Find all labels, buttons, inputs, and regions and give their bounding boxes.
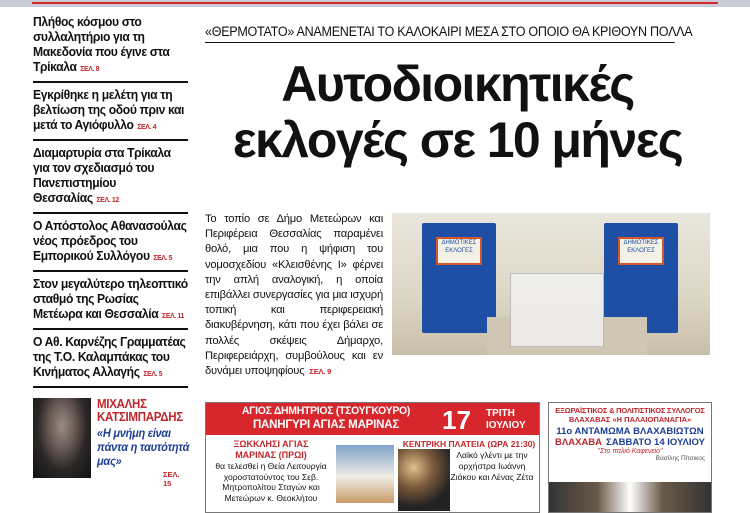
- article-lead: Το τοπίο σε Δήμο Μετεώρων και Περιφέρεια Θεσσαλίας παραμένει θολό, μια που η ψήφιση του νομοσχεδίου «Κλεισθένης Ι» φέρνει την απλή αναλογική, η οποία επιβάλλει συνεργασίες για μια ισχυρή τοπική και περιφερειακή διακυβέρνηση, κάτι που έχει βάλει σε πολλές σκέψεις Δήμαρχο, Περιφερειάρχη, συμβούλους και εν δυνάμει υποψηφίους ΣΕΛ. 9: [205, 213, 383, 378]
- kicker: «ΘΕΡΜΟΤΑΤΟ» ΑΝΑΜΕΝΕΤΑΙ ΤΟ ΚΑΛΟΚΑΙΡΙ ΜΕΣΑ ΣΤΟ ΟΠΟΙΟ ΘΑ ΚΡΙΘΟΥΝ ΠΟΛΛΑ: [205, 24, 675, 43]
- page-ref: ΣΕΛ. 5: [143, 369, 163, 378]
- page-ref: ΣΕΛ. 15: [163, 470, 180, 488]
- news-brief[interactable]: [33, 272, 188, 330]
- ad-date: ΒΛΑΧΑΒΑ ΣΑΒΒΑΤΟ 14 ΙΟΥΛΙΟΥ: [555, 437, 705, 448]
- person-name: ΜΙΧΑΛΗΣ ΚΑΤΣΙΜΠΑΡΔΗΣ: [97, 397, 183, 424]
- ad-performer: Βασίλης Πίτσικος: [655, 455, 705, 462]
- page-ref: ΣΕΛ. 5: [153, 253, 173, 262]
- musicians-image: [549, 482, 711, 512]
- page-ref: ΣΕΛ. 12: [96, 195, 119, 204]
- ballot-box: [510, 273, 604, 347]
- festival-ad[interactable]: [205, 402, 540, 513]
- page-ref: ΣΕΛ. 9: [309, 367, 332, 377]
- news-brief-text: Πλήθος κόσμου στο συλλαλητήριο για τη Μακεδονία που έγινε στα Τρίκαλα: [33, 14, 170, 74]
- church-image: [336, 445, 394, 503]
- page-ref: ΣΕΛ. 11: [162, 311, 184, 320]
- news-brief-text: Διαμαρτυρία στα Τρίκαλα για τον σχεδιασμό του Πανεπιστημίου Θεσσαλίας: [33, 145, 171, 205]
- news-brief[interactable]: [33, 141, 188, 214]
- interview-teaser[interactable]: [33, 388, 190, 488]
- ad-organizer-name: ΒΛΑΧΑΒΑΣ «Η ΠΑΛΑΙΟΠΑΝΑΓΙΑ»: [568, 415, 692, 424]
- left-news-column: [33, 10, 190, 488]
- reunion-ad[interactable]: [548, 402, 712, 513]
- ad-date: 17: [442, 405, 471, 435]
- booth-sign: ΔΗΜΟΤΙΚΕΣ ΕΚΛΟΓΕΣ: [436, 237, 482, 265]
- ad-morning-info: ΞΩΚΚΛΗΣΙ ΑΓΙΑΣ ΜΑΡΙΝΑΣ (ΠΡΩΙ) θα τελεσθεί η Θεία Λειτουργία χοροστατούντος του Σεβ. Μητροπολίτου Σταγών και Μετεώρων κ. Θεοκλήτου: [215, 439, 327, 503]
- news-brief-text: Ο Αθ. Καρνέζης Γραμματέας της Τ.Ο. Καλαμπάκας του Κινήματος Αλλαγής: [33, 334, 186, 379]
- ad-header: [206, 403, 539, 435]
- ad-organizer: ΕΞΩΡΑΪΣΤΙΚΟΣ & ΠΟΛΙΤΙΣΤΙΚΟΣ ΣΥΛΛΟΓΟΣ: [555, 406, 705, 415]
- person-quote: «Η μνήμη είναι πάντα η ταυτότητά μας»: [97, 426, 190, 468]
- top-rule: [0, 0, 750, 7]
- voting-booth: [422, 223, 496, 333]
- news-brief[interactable]: [33, 10, 188, 83]
- ad-evening-info: ΚΕΝΤΡΙΚΗ ΠΛΑΤΕΙΑ (ΩΡΑ 21:30) Λαϊκό γλέντι με την ορχήστρα Ιωάννη Ζιάκου και Λένας Ζέτα: [402, 439, 536, 482]
- news-brief-text: Εγκρίθηκε η μελέτη για τη βελτίωση της οδού πριν και μετά το Αγιόφυλλο: [33, 87, 185, 132]
- person-photo: [33, 398, 91, 478]
- news-brief-text: Στον μεγαλύτερο τηλεοπτικό σταθμό της Ρωσίας Μετέωρα και Θεσσαλία: [33, 276, 188, 321]
- voting-booth-photo: [392, 213, 710, 355]
- ad-day: ΤΡΙΤΗ ΙΟΥΛΙΟΥ: [486, 408, 526, 431]
- page-ref: ΣΕΛ. 4: [137, 122, 157, 131]
- booth-sign: ΔΗΜΟΤΙΚΕΣ ΕΚΛΟΓΕΣ: [618, 237, 664, 265]
- ad-title: ΠΑΝΗΓΥΡΙ ΑΓΙΑΣ ΜΑΡΙΝΑΣ: [252, 419, 400, 431]
- news-brief[interactable]: [33, 330, 188, 388]
- news-brief-text: Ο Απόστολος Αθανασούλας νέος πρόεδρος του Εμπορικού Συλλόγου: [33, 218, 187, 263]
- singers-image: [398, 449, 450, 511]
- ad-title: 11ο ΑΝΤΑΜΩΜΑ ΒΛΑΧΑΒΙΩΤΩΝ: [556, 426, 704, 437]
- news-brief[interactable]: [33, 214, 188, 272]
- news-brief[interactable]: [33, 83, 188, 141]
- ad-location: ΑΓΙΟΣ ΔΗΜΗΤΡΙΟΣ (ΤΣΟΥΓΚΟΥΡΟ): [241, 405, 411, 417]
- ad-place: "Στο παλιό Καφενείο": [597, 448, 663, 455]
- main-headline[interactable]: Αυτοδιοικητικές εκλογές σε 10 μήνες: [232, 56, 683, 168]
- page-ref: ΣΕΛ. 8: [80, 64, 100, 73]
